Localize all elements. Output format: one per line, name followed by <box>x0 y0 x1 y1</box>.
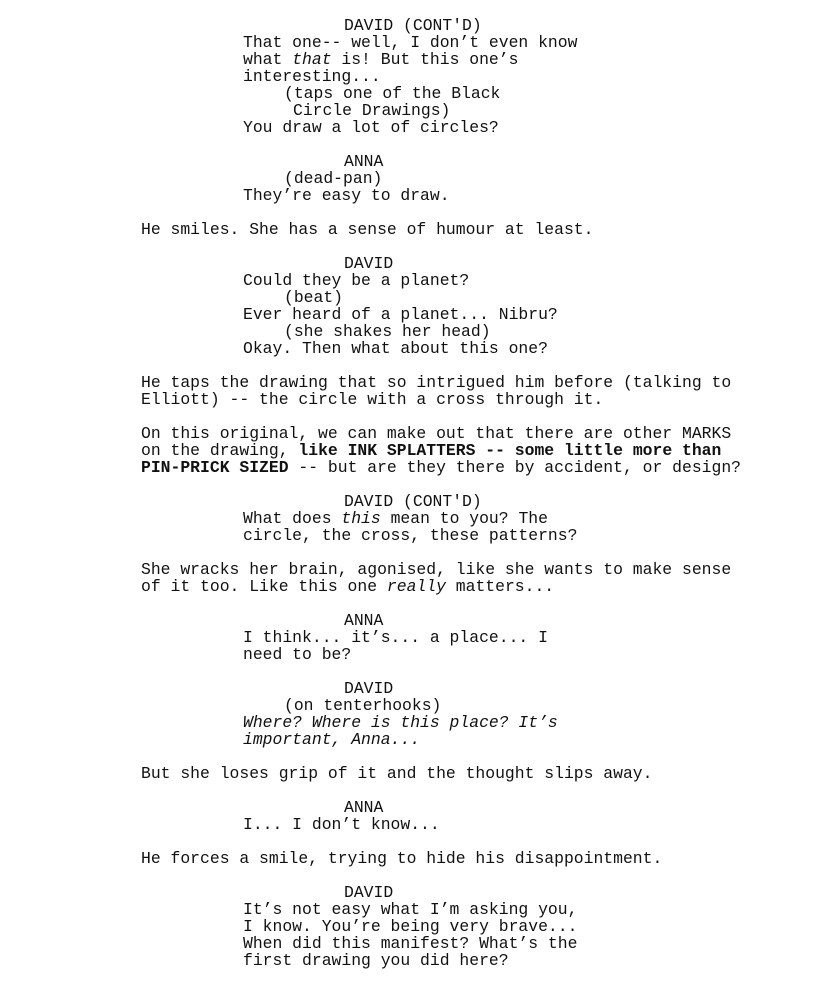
action-line: On this original, we can make out that there are other MARKS <box>141 424 732 443</box>
action-line: Elliott) -- the circle with a cross through it. <box>141 390 604 409</box>
action-line: PIN-PRICK SIZED -- but are they there by accident, or design? <box>141 458 742 477</box>
emphasis-text: really <box>386 577 446 596</box>
dialogue-line: circle, the cross, these patterns? <box>243 526 578 545</box>
dialogue-line: interesting... <box>243 67 381 86</box>
bold-text: like INK SPLATTERS -- some little more than <box>298 441 722 460</box>
character-cue: ANNA <box>344 611 384 630</box>
action-line: on the drawing, like INK SPLATTERS -- some little more than <box>141 441 722 460</box>
character-cue: DAVID <box>344 883 394 902</box>
dialogue-line: That one-- well, I don’t even know <box>243 33 578 52</box>
dialogue-line: What does this mean to you? The <box>243 509 548 528</box>
dialogue-line: Where? Where is this place? It’s <box>243 713 558 732</box>
parenthetical: (taps one of the Black <box>284 84 501 103</box>
character-cue: DAVID <box>344 679 394 698</box>
dialogue-line: need to be? <box>243 645 352 664</box>
parenthetical: (dead-pan) <box>284 169 383 188</box>
dialogue-line: important, Anna... <box>243 730 421 749</box>
dialogue-line: first drawing you did here? <box>243 951 509 970</box>
action-line: He forces a smile, trying to hide his disappointment. <box>141 849 663 868</box>
character-cue: DAVID (CONT'D) <box>344 16 482 35</box>
dialogue-line: Okay. Then what about this one? <box>243 339 548 358</box>
action-line: She wracks her brain, agonised, like she wants to make sense <box>141 560 732 579</box>
character-cue: DAVID <box>344 254 394 273</box>
parenthetical: (on tenterhooks) <box>284 696 442 715</box>
dialogue-line: I think... it’s... a place... I <box>243 628 548 647</box>
dialogue-line: When did this manifest? What’s the <box>243 934 578 953</box>
parenthetical: Circle Drawings) <box>293 101 451 120</box>
emphasis-text: this <box>341 509 381 528</box>
dialogue-line: It’s not easy what I’m asking you, <box>243 900 578 919</box>
action-line: He taps the drawing that so intrigued him before (talking to <box>141 373 732 392</box>
dialogue-line: what that is! But this one’s <box>243 50 519 69</box>
dialogue-line: I... I don’t know... <box>243 815 440 834</box>
parenthetical: (beat) <box>284 288 344 307</box>
action-line: of it too. Like this one really matters... <box>141 577 555 596</box>
emphasis-text: that <box>292 50 332 69</box>
dialogue-line: Could they be a planet? <box>243 271 470 290</box>
action-line: He smiles. She has a sense of humour at least. <box>141 220 594 239</box>
dialogue-line: Ever heard of a planet... Nibru? <box>243 305 558 324</box>
bold-text: PIN-PRICK SIZED <box>141 458 289 477</box>
parenthetical: (she shakes her head) <box>284 322 491 341</box>
action-line: But she loses grip of it and the thought slips away. <box>141 764 653 783</box>
dialogue-line: You draw a lot of circles? <box>243 118 499 137</box>
dialogue-line: I know. You’re being very brave... <box>243 917 578 936</box>
dialogue-line: They’re easy to draw. <box>243 186 450 205</box>
character-cue: ANNA <box>344 152 384 171</box>
character-cue: ANNA <box>344 798 384 817</box>
character-cue: DAVID (CONT'D) <box>344 492 482 511</box>
